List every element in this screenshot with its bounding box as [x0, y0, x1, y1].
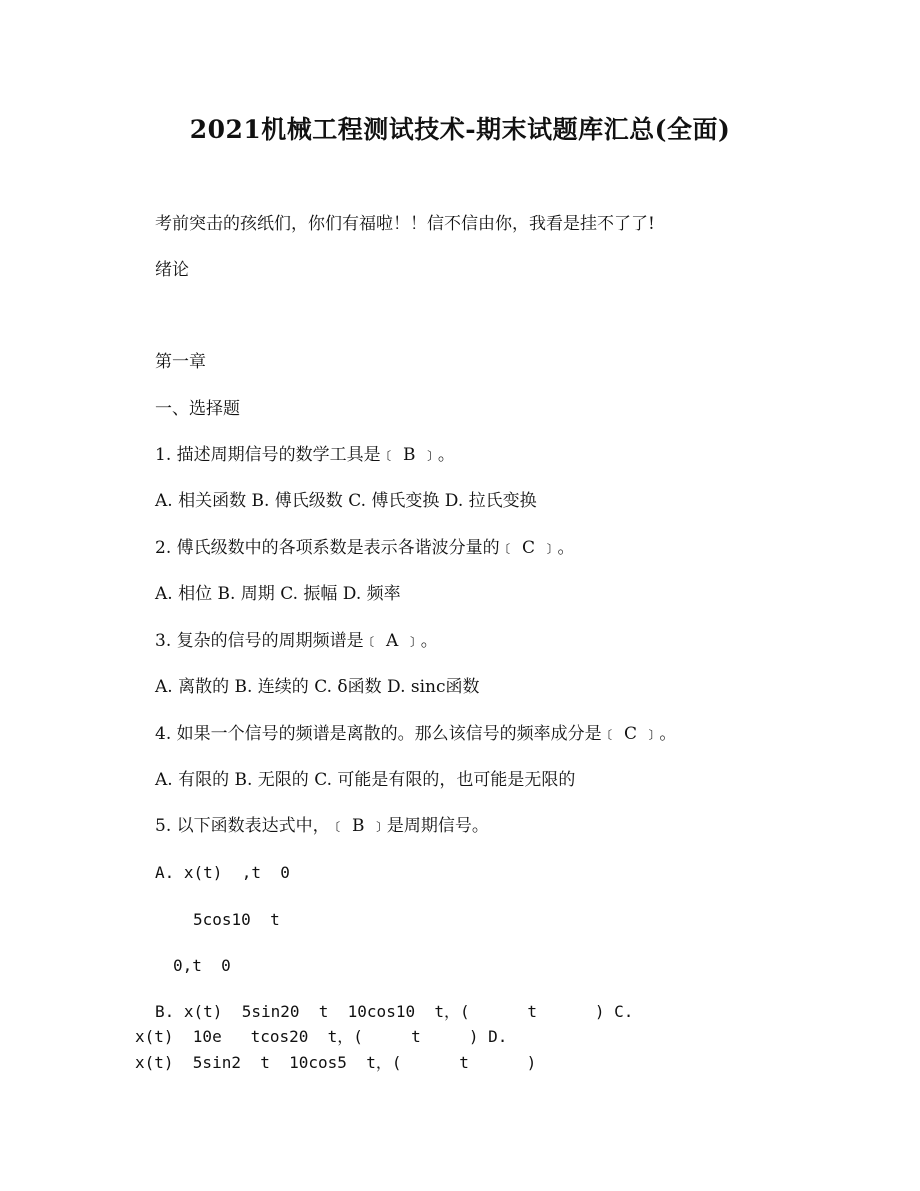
part-heading: 一、选择题 [155, 399, 240, 419]
question-5-stem: 5. 以下函数表达式中，﹝ B ﹞是周期信号。 [155, 816, 489, 836]
question-3-stem: 3. 复杂的信号的周期频谱是﹝ A ﹞。 [155, 631, 438, 651]
question-5-formula-line: A. x(t) ,t 0 [155, 863, 290, 882]
question-5-formula-line: 5cos10 t [193, 910, 280, 929]
intro-text: 考前突击的孩纸们，你们有福啦！！信不信由你，我看是挂不了了! [155, 214, 655, 234]
question-5-formula-line: B. x(t) 5sin20 t 10cos10 t，( t ) C. [155, 1002, 634, 1021]
chapter-heading: 第一章 [155, 352, 206, 372]
question-2-stem: 2. 傅氏级数中的各项系数是表示各谐波分量的﹝ C ﹞。 [155, 538, 575, 558]
question-2-options: A. 相位 B. 周期 C. 振幅 D. 频率 [155, 584, 401, 604]
section-heading-intro: 绪论 [155, 260, 189, 280]
question-3-options: A. 离散的 B. 连续的 C. δ函数 D. sinc函数 [155, 677, 480, 697]
question-4-stem: 4. 如果一个信号的频谱是离散的。那么该信号的频率成分是﹝ C ﹞。 [155, 724, 677, 744]
question-1-options: A. 相关函数 B. 傅氏级数 C. 傅氏变换 D. 拉氏变换 [155, 491, 537, 511]
document-title: 2021机械工程测试技术-期末试题库汇总(全面) [189, 115, 731, 144]
question-4-options: A. 有限的 B. 无限的 C. 可能是有限的，也可能是无限的 [155, 770, 576, 790]
question-5-formula-line: 0,t 0 [173, 956, 231, 975]
question-5-formula-line: x(t) 10e tcos20 t，( t ) D. [135, 1027, 508, 1046]
question-1-stem: 1. 描述周期信号的数学工具是﹝ B ﹞。 [155, 445, 455, 465]
question-5-formula-line: x(t) 5sin2 t 10cos5 t，( t ) [135, 1053, 537, 1072]
